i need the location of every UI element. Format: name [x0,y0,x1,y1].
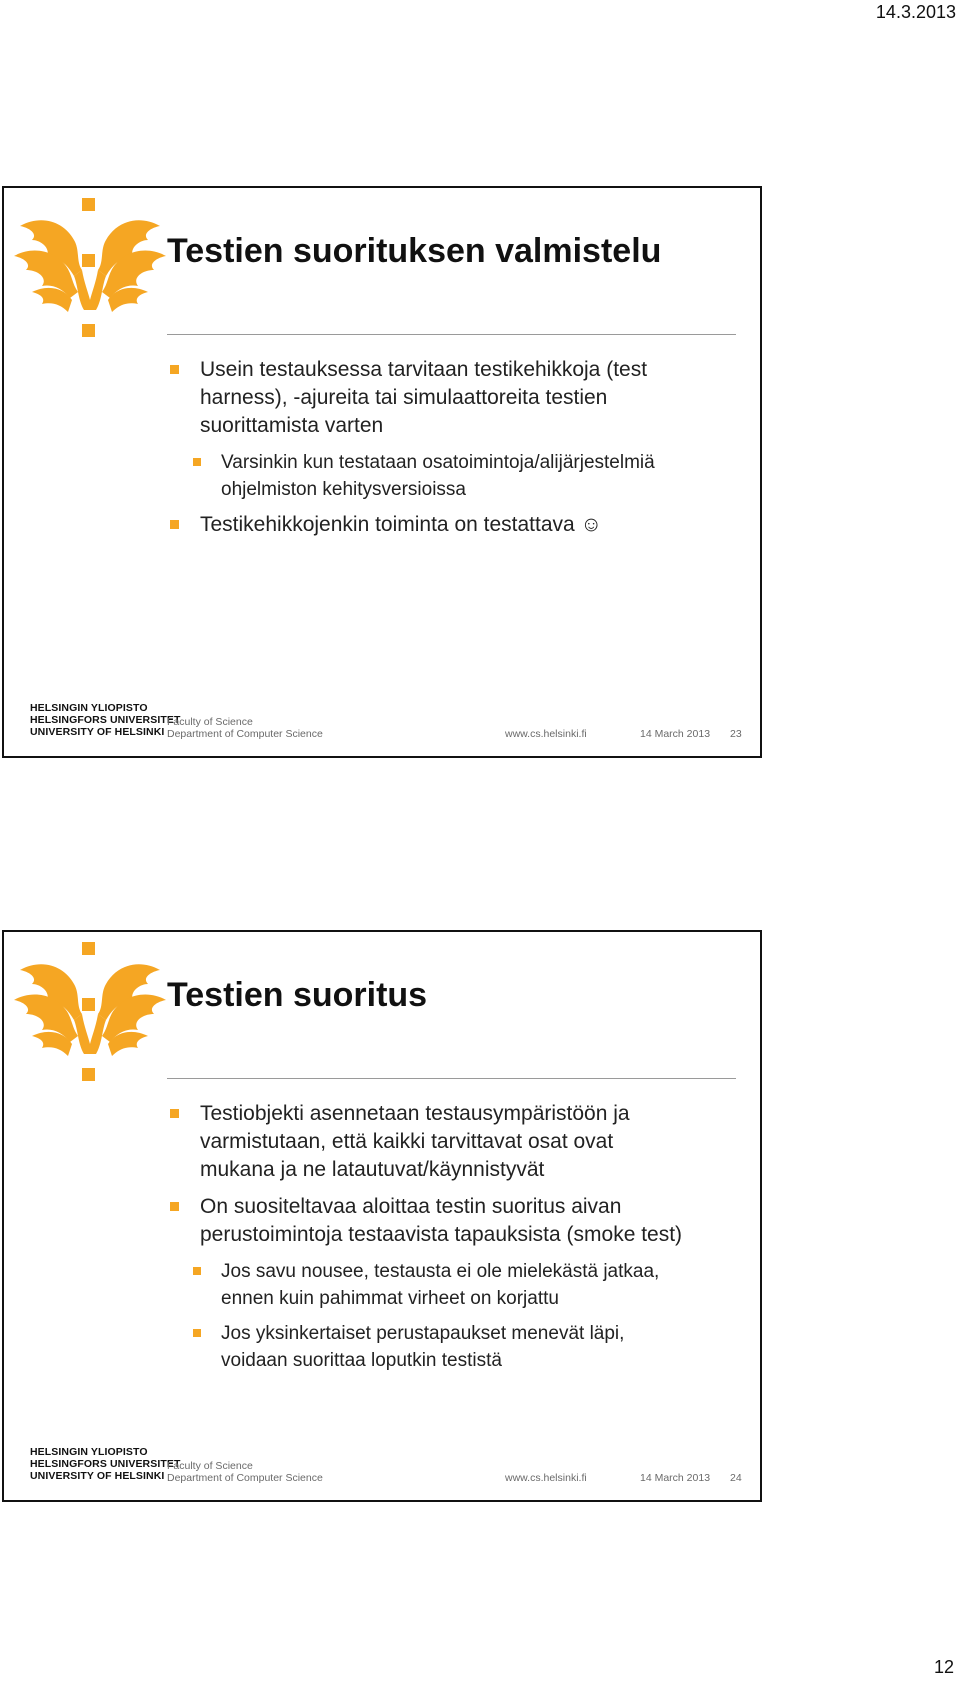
page-number: 12 [933,1657,954,1677]
university-name-fi: HELSINGIN YLIOPISTO [30,702,148,714]
university-logo [30,702,180,738]
faculty-name: Faculty of Science [167,716,253,728]
slide-number: 23 [730,728,742,740]
bullet-line: perustoimintoja testaavista tapauksista (smoke test) [200,1223,683,1246]
list-item [164,1100,740,1184]
list-item [164,1320,740,1374]
footer-url: www.cs.helsinki.fi [505,728,587,740]
university-name-fi: HELSINGIN YLIOPISTO [30,1446,148,1458]
university-logo [30,1446,180,1482]
slide-title: Testien suoritus [167,976,428,1014]
faculty-info [167,1460,323,1484]
list-item [164,1193,740,1249]
bullet-line: suorittamista varten [200,414,384,437]
department-name: Department of Computer Science [167,1472,323,1484]
flame-logo-icon [12,196,168,342]
slide-footer [4,702,760,742]
bullet-line: ohjelmiston kehitysversioissa [221,479,466,500]
bullet-line: Varsinkin kun testataan osatoimintoja/alijärjestelmiä [221,452,655,473]
list-item [164,1258,740,1312]
flame-logo-icon [12,940,168,1086]
faculty-name: Faculty of Science [167,1460,253,1472]
list-item [164,356,740,440]
university-name-en: UNIVERSITY OF HELSINKI [30,726,165,738]
university-name-sv: HELSINGFORS UNIVERSITET [30,714,181,726]
department-name: Department of Computer Science [167,728,323,740]
slide-24 [2,930,762,1502]
footer-url: www.cs.helsinki.fi [505,1472,587,1484]
bullet-list [164,1100,740,1382]
bullet-line: Usein testauksessa tarvitaan testikehikkoja (test [200,358,648,381]
list-item [164,449,740,503]
slide-23 [2,186,762,758]
university-name-sv: HELSINGFORS UNIVERSITET [30,1458,181,1470]
faculty-info [167,716,323,740]
title-divider [167,334,736,335]
bullet-line: Jos savu nousee, testausta ei ole mielekästä jatkaa, [221,1261,660,1282]
bullet-line: Testikehikkojenkin toiminta on testattava ☺ [200,513,602,536]
footer-date: 14 March 2013 [640,728,711,740]
bullet-line: varmistutaan, että kaikki tarvittavat osat ovat [200,1130,614,1153]
bullet-line: On suositeltavaa aloittaa testin suoritus aivan [200,1195,622,1218]
list-item [164,511,740,539]
slide-title: Testien suorituksen valmistelu [167,232,662,270]
bullet-line: Testiobjekti asennetaan testausympäristöön ja [200,1102,630,1125]
bullet-line: ennen kuin pahimmat virheet on korjattu [221,1288,559,1309]
slide-number: 24 [730,1472,742,1484]
page-date: 14.3.2013 [875,2,956,22]
university-name-en: UNIVERSITY OF HELSINKI [30,1470,165,1482]
bullet-line: voidaan suorittaa loputkin testistä [221,1350,502,1371]
slide-footer [4,1446,760,1486]
title-divider [167,1078,736,1079]
bullet-line: harness), -ajureita tai simulaattoreita testien [200,386,608,409]
bullet-list [164,356,740,548]
footer-date: 14 March 2013 [640,1472,711,1484]
bullet-line: mukana ja ne latautuvat/käynnistyvät [200,1158,545,1181]
bullet-line: Jos yksinkertaiset perustapaukset menevät läpi, [221,1323,625,1344]
